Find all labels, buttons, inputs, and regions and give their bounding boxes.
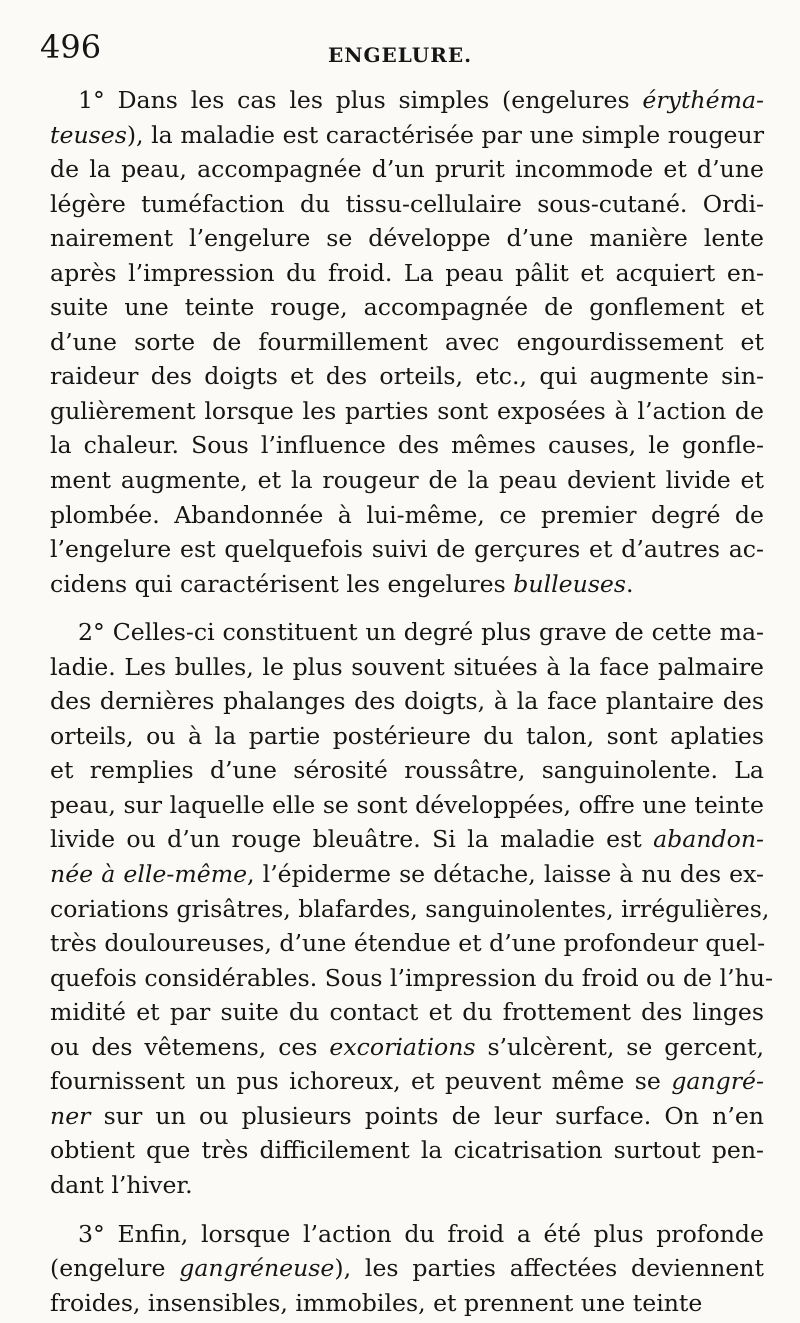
text-line <box>50 995 764 1030</box>
text-segment: 2° Celles-ci constituent un degré plus grave de cette ma- <box>78 618 764 647</box>
italic-text: abandon- <box>653 825 764 854</box>
text-segment: légère tuméfaction du tissu-cellulaire sous-cutané. Ordi- <box>50 189 764 218</box>
text-segment: très douloureuses, d’une étendue et d’une profondeur quel- <box>50 929 766 958</box>
italic-text: teuses <box>50 120 127 149</box>
text-segment: de la peau, accompagnée d’un prurit incommode et d’une <box>50 155 764 184</box>
paragraph-gap <box>50 601 764 615</box>
text-line <box>50 498 764 533</box>
italic-text: excoriations <box>329 1032 476 1061</box>
text-segment: ladie. Les bulles, le plus souvent situées à la face palmaire <box>50 652 764 681</box>
text-line <box>50 567 764 602</box>
text-line <box>50 83 764 118</box>
text-line <box>50 463 764 498</box>
text-line <box>50 719 764 754</box>
paragraph <box>50 1217 764 1321</box>
page-number: 496 <box>40 28 102 66</box>
italic-text: bulleuses <box>513 569 626 598</box>
text-line <box>50 1099 764 1134</box>
italic-text: érythéma- <box>642 86 764 114</box>
text-line <box>50 1168 764 1203</box>
text-line <box>50 152 764 187</box>
text-segment: dant l’hiver. <box>50 1170 193 1199</box>
running-head: ENGELURE. <box>327 43 473 67</box>
text-line <box>50 961 773 996</box>
text-segment: raideur des doigts et des orteils, etc., qui augmente sin- <box>50 362 764 391</box>
text-line <box>50 1133 764 1168</box>
text-line <box>50 788 764 823</box>
text-line <box>50 187 764 222</box>
text-line <box>50 325 764 360</box>
italic-text: gangré- <box>671 1067 764 1096</box>
text-line <box>50 615 764 650</box>
text-line <box>50 684 764 719</box>
text-segment: sur un ou plusieurs points de leur surface. On n’en <box>90 1101 764 1130</box>
text-segment: s’ulcèrent, se gercent, <box>475 1032 764 1061</box>
text-segment: plombée. Abandonnée à lui-même, ce premier degré de <box>50 500 764 529</box>
text-segment: d’une sorte de fourmillement avec engourdissement et <box>50 327 764 356</box>
paragraph <box>50 615 773 1202</box>
text-line <box>50 359 764 394</box>
text-segment: suite une teinte rouge, accompagnée de gonflement et <box>50 293 764 322</box>
text-segment: 3° Enfin, lorsque l’action du froid a été plus profonde <box>78 1219 764 1248</box>
text-segment: cidens qui caractérisent les engelures <box>50 569 514 598</box>
italic-text: gangréneuse <box>179 1254 335 1283</box>
text-line <box>50 532 764 567</box>
text-line <box>50 857 764 892</box>
text-segment: des dernières phalanges des doigts, à la face plantaire des <box>50 687 764 716</box>
text-segment: (engelure <box>50 1254 180 1283</box>
text-segment: 1° Dans les cas les plus simples (engelures <box>78 86 643 114</box>
paragraph <box>50 83 764 601</box>
text-segment: gulièrement lorsque les parties sont exposées à l’action de <box>50 396 764 425</box>
text-segment: quefois considérables. Sous l’impression du froid ou de l’hu- <box>50 963 773 992</box>
text-segment: orteils, ou à la partie postérieure du talon, sont aplaties <box>50 721 764 750</box>
text-line <box>50 221 764 256</box>
text-segment: midité et par suite du contact et du frottement des linges <box>50 998 764 1027</box>
text-segment: la chaleur. Sous l’influence des mêmes causes, le gonfle- <box>50 431 764 460</box>
text-line <box>50 428 764 463</box>
text-line <box>50 1286 764 1321</box>
text-segment: après l’impression du froid. La peau pâlit et acquiert en- <box>50 258 764 287</box>
text-segment: coriations grisâtres, blafardes, sanguinolentes, irrégulières, <box>50 894 770 923</box>
text-segment: livide ou d’un rouge bleuâtre. Si la maladie est <box>50 825 654 854</box>
text-segment: , l’épiderme se détache, laisse à nu des ex- <box>247 860 764 889</box>
text-line <box>50 1030 764 1065</box>
body-text <box>50 83 773 1320</box>
text-segment: l’engelure est quelquefois suivi de gerçures et d’autres ac- <box>50 535 764 564</box>
page-header <box>40 28 760 88</box>
text-segment: obtient que très difficilement la cicatrisation surtout pen- <box>50 1136 764 1165</box>
text-line <box>50 926 764 961</box>
text-line <box>50 256 764 291</box>
text-line <box>50 1251 764 1286</box>
text-line <box>50 753 764 788</box>
text-segment: nairement l’engelure se développe d’une manière lente <box>50 224 764 253</box>
text-segment: ou des vêtemens, ces <box>50 1032 330 1061</box>
text-line <box>50 394 764 429</box>
text-line <box>50 650 764 685</box>
text-segment: froides, insensibles, immobiles, et prennent une teinte <box>50 1288 703 1317</box>
text-line <box>50 1064 764 1099</box>
text-segment: ), la maladie est caractérisée par une simple rougeur <box>126 120 764 149</box>
text-segment: fournissent un pus ichoreux, et peuvent même se <box>50 1067 672 1096</box>
text-segment: peau, sur laquelle elle se sont développées, offre une teinte <box>50 790 764 819</box>
text-line <box>50 892 770 927</box>
text-segment: et remplies d’une sérosité roussâtre, sanguinolente. La <box>50 756 764 785</box>
italic-text: née à elle-même <box>50 860 248 889</box>
italic-text: ner <box>50 1101 91 1130</box>
text-segment: . <box>626 569 634 598</box>
text-line <box>50 118 764 153</box>
paragraph-gap <box>50 1203 764 1217</box>
text-line <box>50 290 764 325</box>
text-line <box>50 1217 764 1252</box>
text-segment: ), les parties affectées deviennent <box>334 1254 764 1283</box>
text-line <box>50 822 764 857</box>
text-segment: ment augmente, et la rougeur de la peau devient livide et <box>50 466 764 495</box>
